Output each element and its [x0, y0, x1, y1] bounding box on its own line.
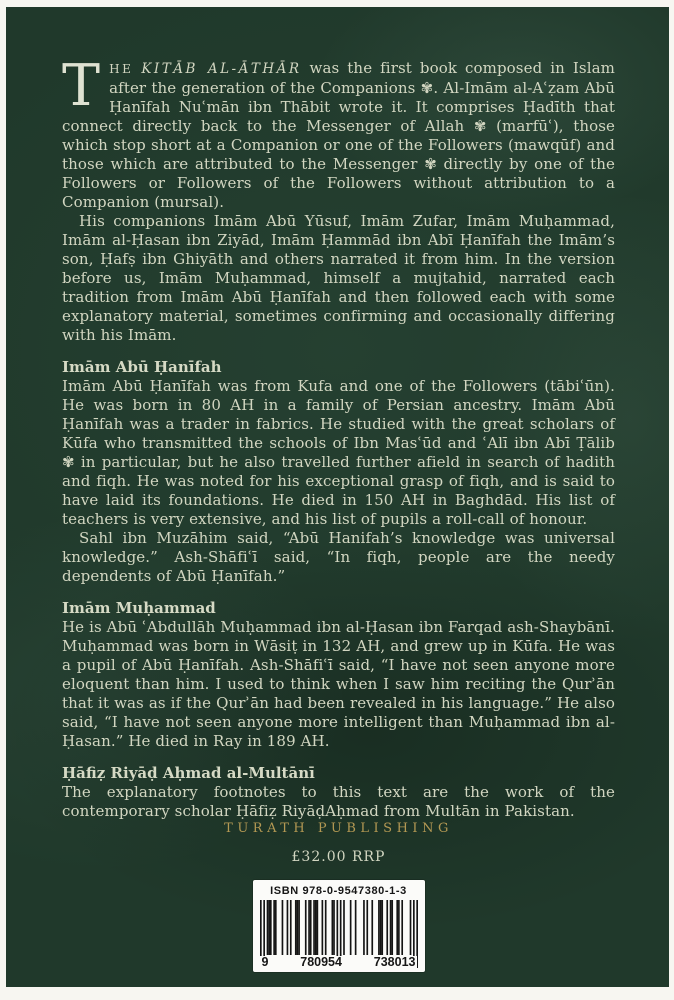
- lead-in-smallcaps: HE: [109, 62, 134, 76]
- barcode-panel: [253, 880, 425, 972]
- publisher-name: TURATH PUBLISHING: [224, 821, 453, 836]
- section-imam-muhammad-paragraph: He is Abū ʿAbdullāh Muḥammad ibn al-Ḥasan ibn Farqad ash-Shaybānī. Muḥammad was born in Wāsiṭ in 132 AH, and grew up in Kūfa. He was a pupil of Abū Ḥanīfah. Ash-Shāfiʿī said, “I have not seen anyone more eloquent than him. I used to think when I saw him reciting the Qurʾān that it was as if the Qurʾān had been revealed in his language.” He also said, “I have not seen anyone more intelligent than Muḥammad ibn al-Ḥasan.” He died in Ray in 189 AH.: [62, 618, 615, 750]
- section-heading-abu-hanifah: Imām Abū Ḥanīfah: [62, 358, 222, 376]
- section-heading-hafiz-riyad: Ḥāfiẓ Riyāḍ Aḥmad al-Multānī: [62, 764, 315, 782]
- intro-text: was the first book composed in Islam after the generation of the Companions ✾. Al-Imām al-Aʿẓam Abū Ḥanīfah Nuʿmān ibn Thābit wrote it. It comprises Ḥadīth that connect directly back to the Messenger of Allah ✾ (marfūʿ), those which stop short at a Companion or one of the Followers (mawqūf) and those which are attributed to the Messenger ✾ directly by one of the Followers or Followers of the Followers without attribution to a Companion (mursal).: [62, 59, 615, 211]
- book-title-italic: KITĀB AL-ĀTHĀR: [141, 61, 302, 77]
- intro-paragraph-1: [62, 53, 615, 212]
- barcode-digit-group: 9: [261, 955, 269, 969]
- section-heading-imam-muhammad: Imām Muḥammad: [62, 599, 216, 617]
- book-back-cover: [6, 7, 669, 987]
- section-hafiz-riyad-paragraph: The explanatory footnotes to this text are the work of the contemporary scholar Ḥāfiẓ RiyāḍAḥmad from Multān in Pakistan.: [62, 783, 615, 820]
- isbn-label: ISBN 978-0-9547380-1-3: [270, 885, 407, 897]
- publisher-block: [62, 821, 615, 998]
- intro-paragraph-2: His companions Imām Abū Yūsuf, Imām Zufar, Imām Muḥammad, Imām al-Ḥasan ibn Ziyād, Imām Ḥammād ibn Abī Ḥanīfah the Imām’s son, Ḥafṣ ibn Ghiyāth and others narrated it from him. In the version before us, Imām Muḥammad, himself a mujtahid, narrated each tradition from Imām Abū Ḥanīfah and then followed each with some explanatory material, sometimes confirming and occasionally differing with his Imām.: [62, 212, 615, 344]
- section-abu-hanifah-paragraph: Imām Abū Ḥanīfah was from Kufa and one of the Followers (tābiʿūn). He was born in 80 AH in a family of Persian ancestry. Imām Abū Ḥanīfah was a trader in fabrics. He studied with the great scholars of Kūfa who transmitted the schools of Ibn Masʿūd and ʿAlī ibn Abī Ṭālib ✾ in particular, but he also travelled further afield in search of hadith and fiqh. He was noted for his exceptional grasp of fiqh, and is said to have laid its foundations. He died in 150 AH in Baghdād. His list of teachers is very extensive, and his list of pupils a roll-call of honour.: [62, 377, 615, 528]
- barcode-digit-group: 780954: [300, 955, 342, 969]
- barcode: [260, 900, 418, 968]
- drop-cap-letter: T: [62, 53, 101, 119]
- barcode-digit-group: 738013: [373, 955, 416, 969]
- price-label: £32.00 RRP: [291, 849, 386, 865]
- barcode-digits: [260, 956, 418, 969]
- section-abu-hanifah-quotes: Sahl ibn Muzāhim said, “Abū Hanifah’s knowledge was universal knowledge.” Ash-Shāfiʿī said, “In fiqh, people are the needy dependents of Abū Ḥanīfah.”: [62, 529, 615, 585]
